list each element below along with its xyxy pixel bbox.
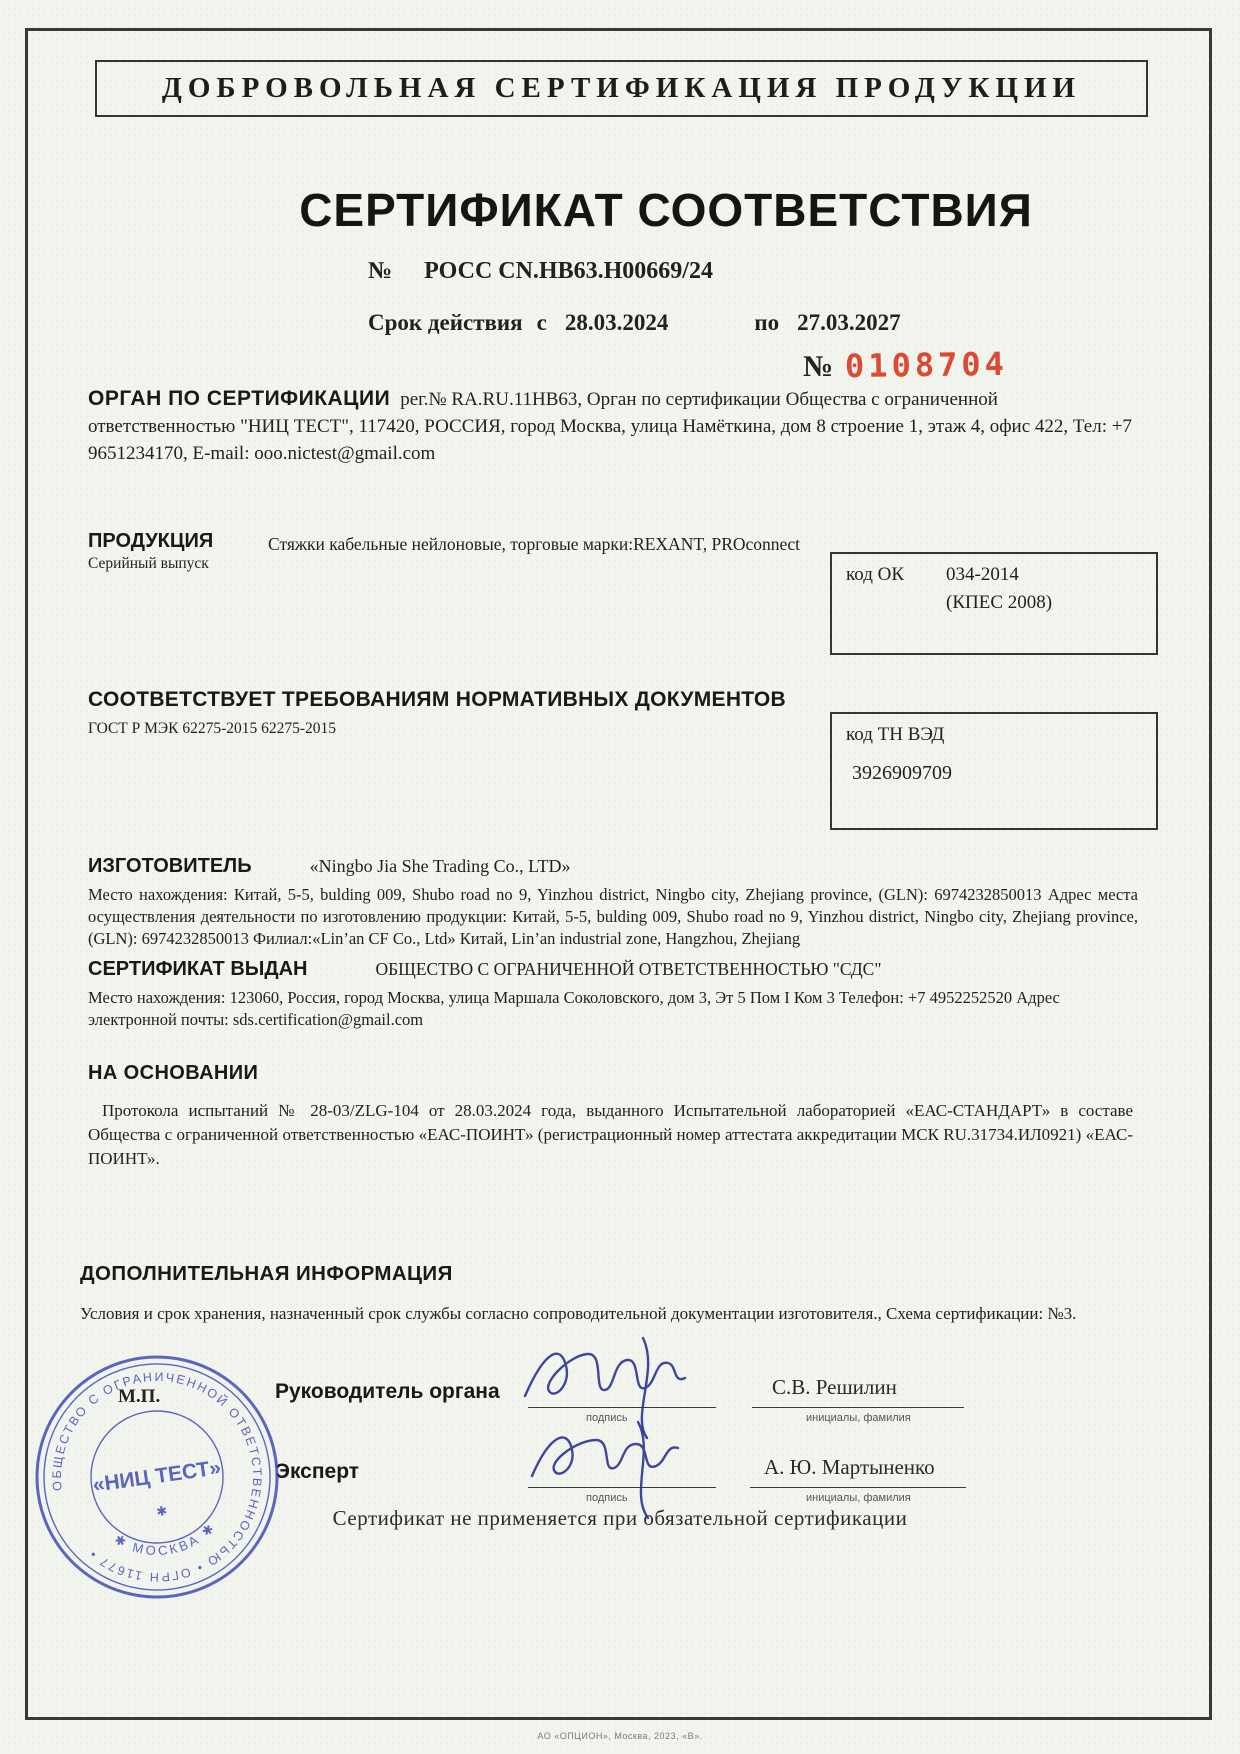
issued-to-name: ОБЩЕСТВО С ОГРАНИЧЕННОЙ ОТВЕТСТВЕННОСТЬЮ "СДС" [375,959,882,979]
basis-text: Протокола испытаний № 28-03/ZLG-104 от 28.03.2024 года, выданного Испытательной лабораторией «ЕАС-СТАНДАРТ» в составе Общества с ограниченной ответственностью «ЕАС-ПОИНТ» (регистрационный номер аттестата аккредитации МСК RU.31734.ИЛ0921) «ЕАС-ПОИНТ». [88,1101,1133,1168]
product-heading: ПРОДУКЦИЯ [88,530,214,552]
expert-role-label: Эксперт [275,1460,360,1483]
validity-to-date: 27.03.2027 [797,310,901,335]
section-basis [88,1062,1133,1171]
certification-body-text: рег.№ RA.RU.11НВ63, Орган по сертификации Общества с ограниченной ответственностью "НИЦ ТЕСТ", 117420, РОССИЯ, город Москва, улица Намёткина, дом 8 строение 1, этаж 4, офис 422, Тел: +7 9651234170, E-mail: ooo.nictest@gmail.com [88,389,1132,464]
validity-row [368,310,901,336]
issued-to-address: Место нахождения: 123060, Россия, город Москва, улица Маршала Соколовского, дом 3, Эт 5 Пом I Ком 3 Телефон: +7 4952252520 Адрес электронной почты: sds.certification@gmail.com [88,988,1060,1029]
expert-name: А. Ю. Мартыненко [764,1455,935,1479]
additional-info-text: Условия и срок хранения, назначенный срок службы согласно сопроводительной документации изготовителя., Схема сертификации: №3. [80,1304,1077,1323]
expert-signature [508,1414,723,1524]
validity-from-date: 28.03.2024 [564,310,669,335]
section-issued-to [88,958,1138,1031]
blank-number-row [803,346,1008,384]
compliance-standards: ГОСТ Р МЭК 62275-2015 62275-2015 [88,720,337,737]
head-role-label: Руководитель органа [275,1380,500,1403]
section-manufacturer [88,855,1138,950]
head-name-line [752,1407,964,1408]
expert-name-caption: инициалы, фамилия [806,1492,911,1504]
ok-code-value: 034-2014 [946,564,1019,585]
validity-to-label: по [754,310,780,335]
certificate-number: РОСС CN.HB63.H00669/24 [424,258,713,284]
head-name-caption: инициалы, фамилия [806,1412,911,1424]
section-compliance [88,688,823,738]
validity-from-label: с [536,310,547,335]
blank-number-value: 0108704 [844,344,1009,386]
expert-name-line [750,1487,966,1488]
manufacturer-address: Место нахождения: Китай, 5-5, bulding 009, Shubo road no 9, Yinzhou district, Ningbo city, Zhejiang province, (GLN): 6974232850013 Адрес места осуществления деятельности по изготовлению продукции: Китай, 5-5, bulding 009, Shubo road no 9, Yinzhou district, Ningbo city, Zhejiang province, (GLN): 6974232850013 Филиал:«Lin’an CF Co., Ltd» Китай, Lin’an industrial zone, Hangzhou, Zhejiang [88,885,1138,948]
ok-code-value2: (КПЕС 2008) [946,592,1053,613]
expert-signature-caption: подпись [586,1492,628,1504]
head-name: С.В. Решилин [772,1375,897,1399]
section-additional-info [80,1262,1130,1326]
mp-label: М.П. [118,1386,161,1407]
section-certification-body [88,385,1136,467]
product-description: Стяжки кабельные нейлоновые, торговые марки:REXANT, PROconnect [268,534,800,554]
stamp-star: ✱ [155,1502,169,1520]
compliance-heading: СООТВЕТСТВУЕТ ТРЕБОВАНИЯМ НОРМАТИВНЫХ ДОКУМЕНТОВ [88,688,787,711]
print-info: АО «ОПЦИОН», Москва, 2023, «В». [537,1731,703,1741]
certification-body-heading: ОРГАН ПО СЕРТИФИКАЦИИ [88,387,391,410]
head-signature-caption: подпись [586,1412,628,1424]
issued-to-heading: СЕРТИФИКАТ ВЫДАН [88,958,308,980]
tnved-value: 3926909709 [852,762,952,784]
disclaimer-text: Сертификат не применяется при обязательной сертификации [332,1506,908,1530]
additional-info-heading: ДОПОЛНИТЕЛЬНАЯ ИНФОРМАЦИЯ [80,1262,453,1285]
stamp-bottom-text: ✱ МОСКВА ✱ [111,1518,219,1559]
scheme-banner [95,60,1148,117]
basis-heading: НА ОСНОВАНИИ [88,1062,259,1084]
tnved-label: код ТН ВЭД [846,724,945,745]
number-sign: № [368,258,393,284]
blank-number-sign: № [803,350,834,383]
product-serial-note: Серийный выпуск [88,555,209,572]
stamp-center-text: «НИЦ ТЕСТ» [91,1456,223,1497]
manufacturer-heading: ИЗГОТОВИТЕЛЬ [88,855,252,877]
tnved-code-box [830,712,1158,830]
scheme-banner-text: ДОБРОВОЛЬНАЯ СЕРТИФИКАЦИЯ ПРОДУКЦИИ [161,72,1082,104]
certificate-title: СЕРТИФИКАТ СООТВЕТСТВИЯ [299,184,1033,236]
org-stamp [10,1321,304,1632]
ok-code-box [830,552,1158,655]
ok-code-label: код ОК [846,564,905,585]
validity-label: Срок действия [368,310,523,335]
certificate-number-row [368,258,713,285]
manufacturer-name: «Ningbo Jia She Trading Co., LTD» [309,856,571,876]
section-product [88,530,823,573]
stamp-ring-text: ОБЩЕСТВО С ОГРАНИЧЕННОЙ ОТВЕТСТВЕННОСТЬЮ • ОГРН 11677 • [49,1369,265,1585]
